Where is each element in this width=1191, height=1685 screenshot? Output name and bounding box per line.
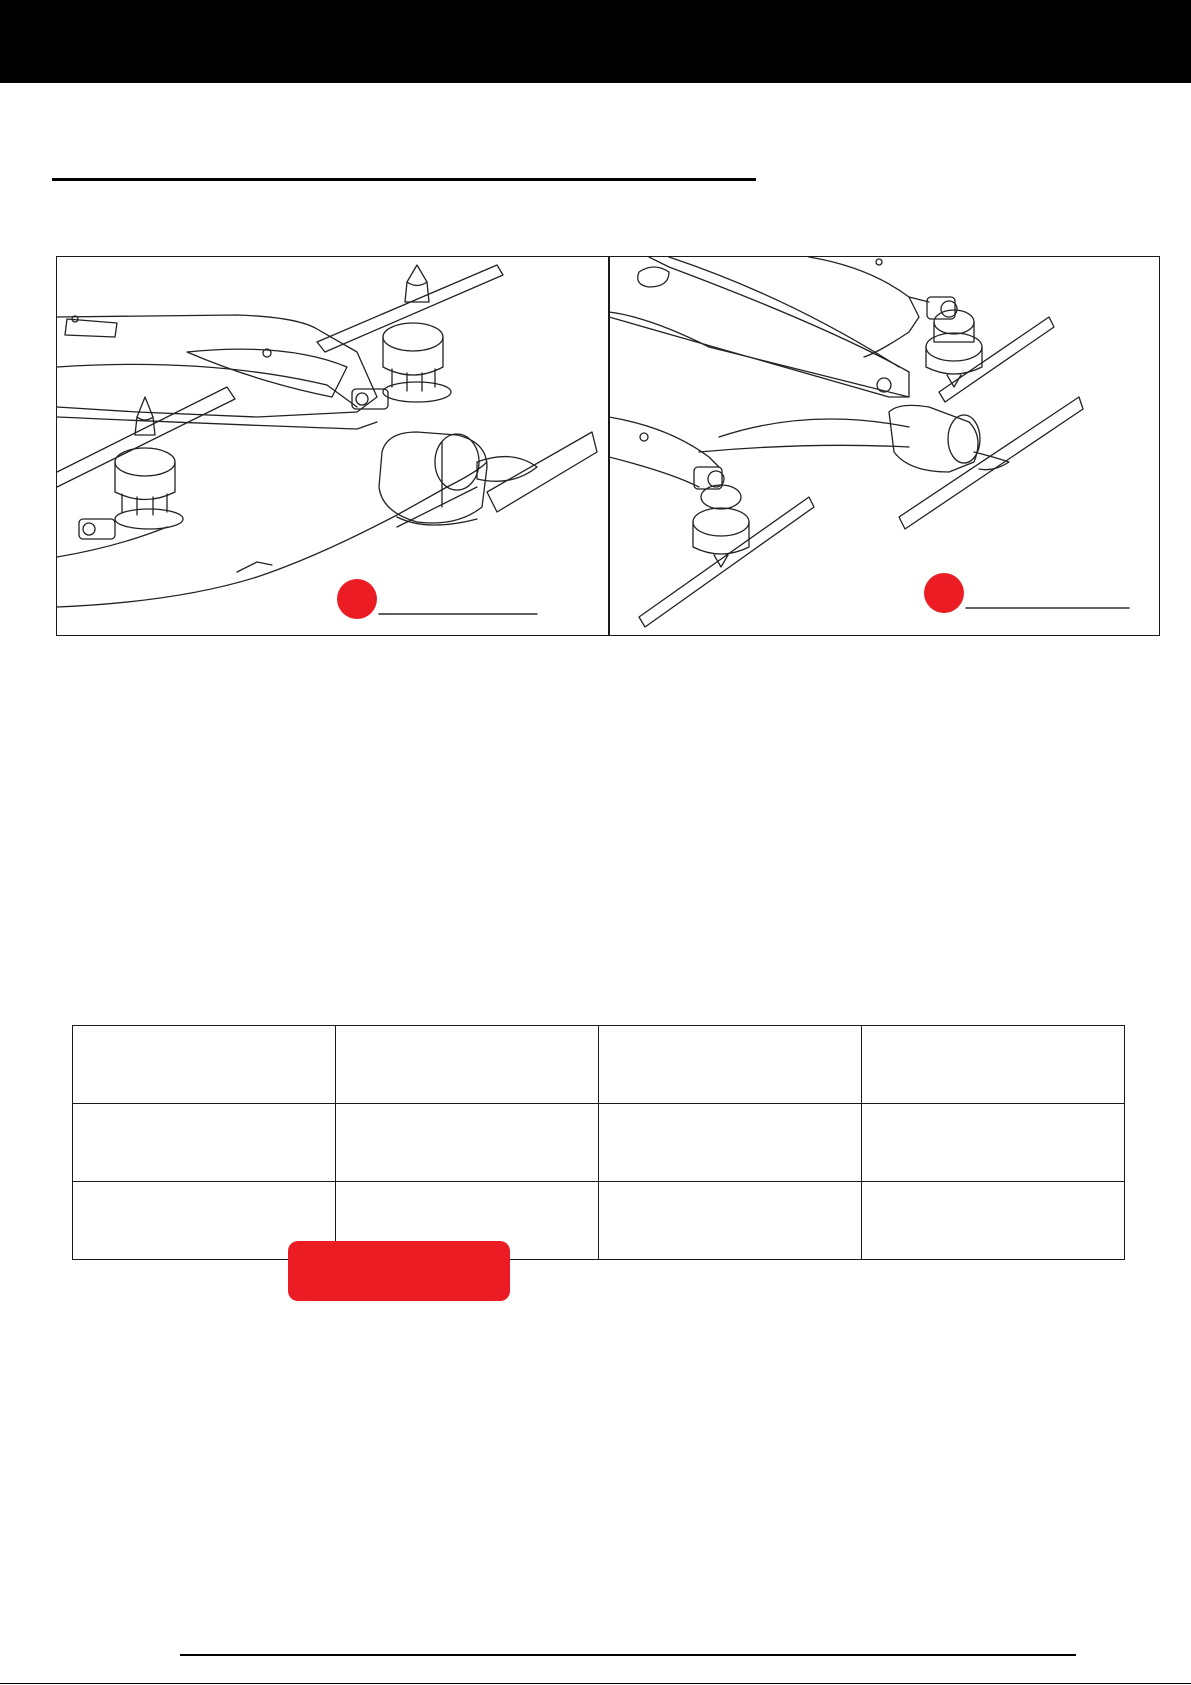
upper-motor: [317, 265, 503, 409]
propeller-blade: [939, 317, 1054, 402]
table-cell: [73, 1104, 336, 1182]
table-cell: [862, 1026, 1125, 1104]
rivet-icon: [876, 259, 882, 265]
motor-icon: [115, 462, 175, 500]
motor-spinner: [407, 265, 427, 282]
footer-rule: [180, 1654, 1076, 1656]
table-row: [73, 1104, 1125, 1182]
rivet-icon: [640, 433, 648, 441]
table-row: [73, 1026, 1125, 1104]
fuselage-lower-line: [57, 462, 487, 607]
table-cell: [599, 1182, 862, 1260]
lower-left-motor: [639, 467, 814, 627]
propeller-blade: [639, 497, 814, 627]
table-cell: [599, 1104, 862, 1182]
spec-table: [72, 1025, 1125, 1260]
fuselage-spine: [609, 257, 909, 397]
propeller-blade: [487, 432, 597, 512]
right-motor-illustration: [609, 257, 1160, 634]
propeller-blade: [899, 397, 1083, 529]
lower-left-motor: [57, 387, 235, 539]
table-cell: [336, 1104, 599, 1182]
table-cell: [73, 1026, 336, 1104]
table-cell: [599, 1026, 862, 1104]
rivet-icon: [877, 378, 891, 392]
section-heading-rule: [52, 178, 756, 181]
front-motor-pod: [379, 432, 487, 525]
left-motor-illustration: [57, 257, 608, 634]
wing-edge-line: [57, 417, 377, 429]
nose-motor-pod: [889, 397, 1083, 529]
page-bottom-edge: [0, 1683, 1191, 1684]
callout-badge-icon: [924, 573, 964, 613]
table-cell: [862, 1182, 1125, 1260]
motor-assembly-figure: [56, 256, 1160, 636]
upper-right-motor: [926, 297, 1054, 402]
front-spinner: [397, 432, 597, 527]
table-cell: [336, 1026, 599, 1104]
propeller-blade: [57, 387, 235, 487]
table-cell: [862, 1104, 1125, 1182]
lower-body-line: [609, 417, 719, 467]
action-button[interactable]: [288, 1241, 510, 1301]
canopy: [638, 267, 669, 287]
wing-body-outline: [57, 315, 377, 417]
fuselage-detail: [237, 562, 272, 572]
table-row: [73, 1182, 1125, 1260]
wing-panel-line: [57, 364, 357, 407]
callout-badge-icon: [337, 579, 377, 619]
header-bar: [0, 0, 1191, 83]
fuselage-side-line: [57, 527, 167, 557]
upper-wing-outline: [809, 257, 919, 357]
lower-wing-line: [719, 419, 909, 437]
motor-icon: [693, 522, 749, 554]
